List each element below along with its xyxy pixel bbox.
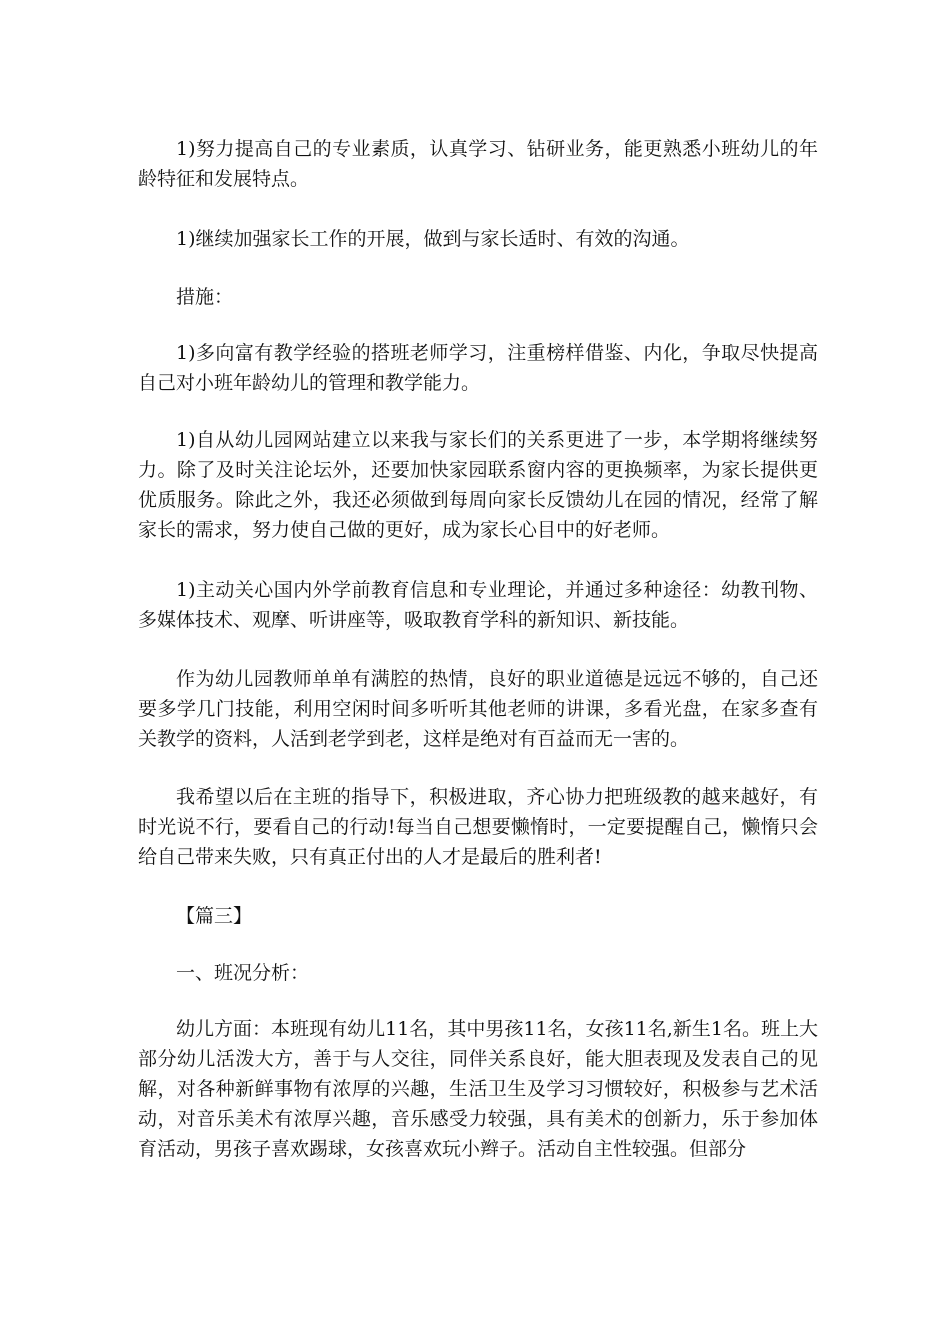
paragraph-text: 作为幼儿园教师单单有满腔的热情，良好的职业道德是远远不够的，自己还要多学几门技能，利用空闲时间多听听其他老师的讲课，多看光盘，在家多查有关教学的资料，人活到老学到老，这样是绝对有百益而无一害的。 — [138, 668, 818, 750]
paragraph-text: 1)继续加强家长工作的开展，做到与家长适时、有效的沟通。 — [176, 228, 690, 250]
paragraph-text: 1)多向富有教学经验的搭班老师学习，注重榜样借鉴、内化，争取尽快提高自己对小班年龄幼儿的管理和教学能力。 — [138, 342, 818, 394]
section-heading-class-analysis — [138, 958, 818, 988]
paragraph-text: 我希望以后在主班的指导下，积极进取，齐心协力把班级教的越来越好，有时光说不行，要看自己的行动!每当自己想要懒惰时，一定要提醒自己，懒惰只会给自己带来失败，只有真正付出的人才是最后的胜利者! — [138, 786, 818, 868]
section-heading-part-three — [138, 901, 818, 931]
paragraph-children-analysis — [138, 1014, 818, 1164]
paragraph-text: 【篇三】 — [176, 905, 253, 927]
paragraph-measures-heading — [138, 282, 818, 312]
paragraph-measure-theory — [138, 575, 818, 635]
paragraph-text: 1)自从幼儿园网站建立以来我与家长们的关系更进了一步，本学期将继续努力。除了及时关注论坛外，还要加快家园联系窗内容的更换频率，为家长提供更优质服务。除此之外，我还必须做到每周向家长反馈幼儿在园的情况，经常了解家长的需求，努力使自己做的更好，成为家长心目中的好老师。 — [138, 429, 818, 541]
paragraph-text: 幼儿方面：本班现有幼儿11名，其中男孩11名，女孩11名,新生1名。班上大部分幼儿活泼大方，善于与人交往，同伴关系良好，能大胆表现及发表自己的见解，对各种新鲜事物有浓厚的兴趣，生活卫生及学习习惯较好，积极参与艺术活动，对音乐美术有浓厚兴趣，音乐感受力较强，具有美术的创新力，乐于参加体育活动，男孩子喜欢踢球，女孩喜欢玩小辫子。活动自主性较强。但部分 — [138, 1018, 818, 1160]
paragraph-goal-professional — [138, 134, 818, 194]
paragraph-text: 1)努力提高自己的专业素质，认真学习、钻研业务，能更熟悉小班幼儿的年龄特征和发展特点。 — [138, 138, 818, 190]
paragraph-text: 措施： — [176, 286, 234, 308]
paragraph-measure-website — [138, 425, 818, 545]
paragraph-text: 1)主动关心国内外学前教育信息和专业理论，并通过多种途径：幼教刊物、多媒体技术、观摩、听讲座等，吸取教育学科的新知识、新技能。 — [138, 579, 818, 631]
paragraph-hope — [138, 782, 818, 872]
paragraph-teacher-skills — [138, 664, 818, 754]
paragraph-text: 一、班况分析： — [176, 962, 310, 984]
paragraph-measure-learn — [138, 338, 818, 398]
paragraph-goal-parents — [138, 224, 818, 254]
